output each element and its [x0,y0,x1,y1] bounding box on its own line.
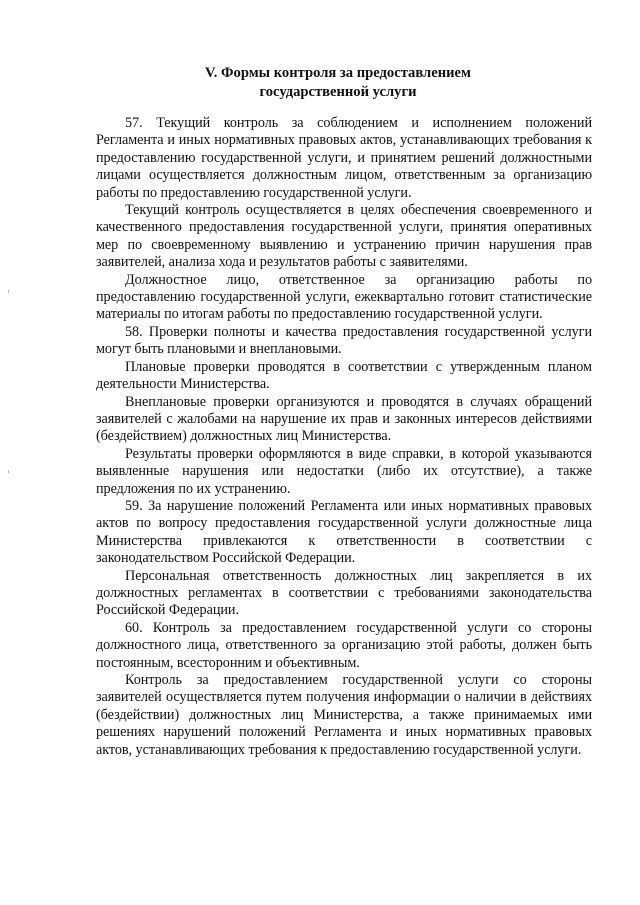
paragraph-unplanned-checks: Внеплановые проверки организуются и проводятся в случаях обращений заявителей с жалобами на нарушение их прав и законных интересов действиями (бездействием) должностных лиц Министерства. [96,393,592,445]
paragraph-check-results: Результаты проверки оформляются в виде справки, в которой указываются выявленные нарушения или недостатки (либо их отсутствие), а также предложения по их устранению. [96,445,592,497]
scan-margin-mark [8,470,9,473]
paragraph-59: 59. За нарушение положений Регламента или иных нормативных правовых актов по вопросу предоставления государственной услуги должностные лица Министерства привлекаются к ответственности в соответствии с законодательством Российской Федерации. [96,497,592,567]
paragraph-planned-checks: Плановые проверки проводятся в соответствии с утвержденным планом деятельности Министерства. [96,358,592,393]
paragraph-applicant-control: Контроль за предоставлением государственной услуги со стороны заявителей осуществляется путем получения информации о наличии в действиях (бездействии) должностных лиц Министерства, а также принимаемых ими решениях нарушений положений Регламента и иных нормативных правовых актов, устанавливающих требования к предоставлению государственной услуги. [96,672,592,758]
paragraph-current-control-purpose: Текущий контроль осуществляется в целях обеспечения своевременного и качественного предоставления государственной услуги, принятия оперативных мер по своевременному выявлению и устранению причин нарушения прав заявителей, анализа хода и результатов работы с заявителями. [96,202,592,271]
scan-margin-mark [8,290,9,293]
section-title-line-2: государственной услуги [259,84,417,100]
paragraph-personal-responsibility: Персональная ответственность должностных лиц закрепляется в их должностных регламентах в соответствии с требованиями законодательства Российской Федерации. [96,567,592,619]
paragraph-58: 58. Проверки полноты и качества предоставления государственной услуги могут быть плановыми и внеплановыми. [96,323,592,358]
document-body [96,115,592,759]
paragraph-57: 57. Текущий контроль за соблюдением и исполнением положений Регламента и иных нормативных правовых актов, устанавливающих требования к предоставлению государственной услуги, и принятием решений должностными лицами осуществляется должностным лицом, ответственным за организацию работы по предоставлению государственной услуги. [96,115,592,201]
paragraph-60: 60. Контроль за предоставлением государственной услуги со стороны должностного лица, ответственного за организацию этой работы, должен быть постоянным, всесторонним и объективным. [96,619,592,671]
paragraph-responsible-official: Должностное лицо, ответственное за организацию работы по предоставлению государственной услуги, ежеквартально готовит статистические материалы по итогам работы по предоставлению государственной услуги. [96,271,592,323]
section-title-line-1: V. Формы контроля за предоставлением [205,65,471,81]
section-heading [96,64,580,102]
